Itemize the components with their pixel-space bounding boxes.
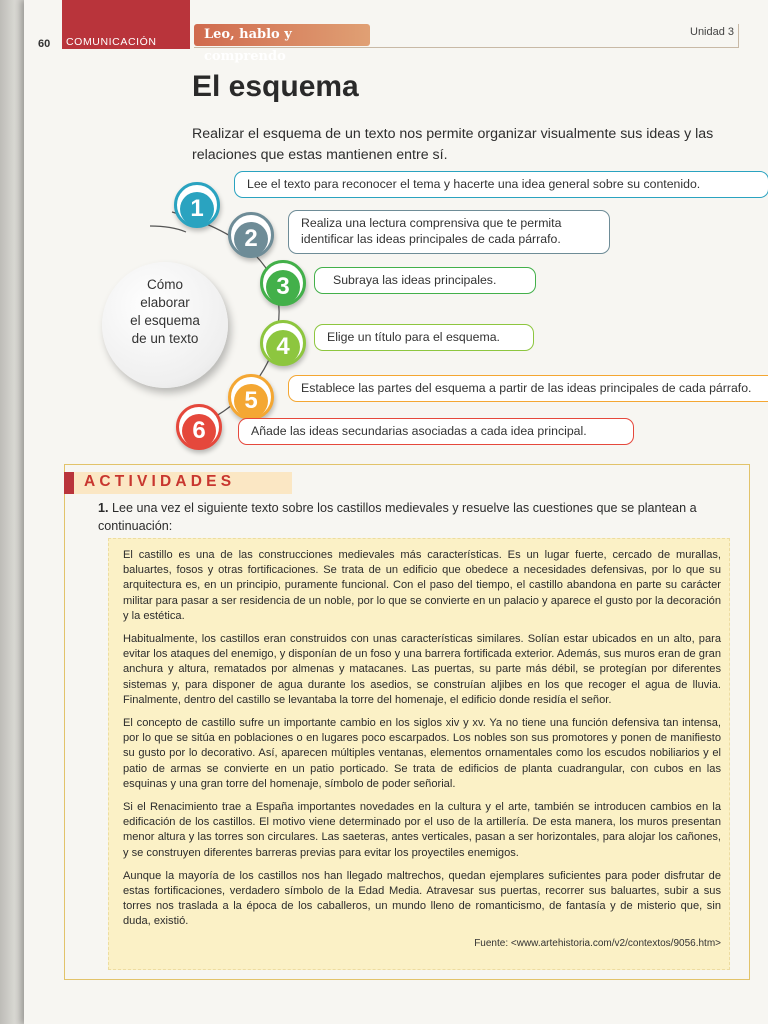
step-box-1	[234, 171, 768, 198]
center-line: el esquema	[130, 313, 200, 328]
center-label	[102, 276, 228, 348]
step-number-1	[174, 182, 220, 228]
step-number-label: 6	[182, 414, 216, 448]
step-number-2	[228, 212, 274, 258]
step-text: Elige un título para el esquema.	[327, 330, 500, 344]
question-number: 1.	[98, 501, 109, 515]
question-text: Lee una vez el siguiente texto sobre los castillos medievales y resuelve las cuestiones que se plantean a continuación:	[98, 501, 697, 533]
center-line: de un texto	[131, 331, 199, 346]
source-citation: Fuente: <www.artehistoria.com/v2/contextos/9056.htm>	[474, 937, 721, 949]
step-box-4	[314, 324, 534, 351]
question-1	[98, 500, 738, 535]
section-label: COMUNICACIÓN	[66, 36, 157, 48]
step-number-5	[228, 374, 274, 420]
step-number-label: 4	[266, 330, 300, 364]
step-number-4	[260, 320, 306, 366]
passage-paragraph: Aunque la mayoría de los castillos nos han llegado maltrechos, quedan ejemplares suficientes para poder disfrutar de estas fortificaciones, verdadero símbolo de la Edad Media. Atravesar sus puertas, recorrer sus baluartes, subir a sus torres nos traslada a la época de los caballeros, un mundo lleno de romanticismo, de fantasía y de misterio que, sin duda, existió.	[123, 869, 721, 928]
passage-paragraph: Habitualmente, los castillos eran construidos con unas características similares. Solían estar ubicados en un alto, para evitar los ataques del enemigo, y disponían de un foso y una barrera fortificada exterior. Además, sus muros eran de gran anchura y altura, rematados por almenas y matacanes. Las puertas, su parte más débil, se protegían por diferentes sistemas y, para disponer de agua durante los asedios, se construían aljibes en los que recoger el agua de lluvia. Finalmente, dentro del castillo se levantaba la torre del homenaje, el edificio donde residía el señor.	[123, 633, 721, 706]
reading-passage	[108, 538, 730, 970]
page-title: El esquema	[192, 70, 359, 103]
step-text: Añade las ideas secundarias asociadas a cada idea principal.	[251, 424, 587, 438]
passage-paragraph: El concepto de castillo sufre un importante cambio en los siglos xiv y xv. Ya no tiene una función defensiva tan intensa, por lo que se sitúa en poblaciones o en lugares poco escarpados. Los nobles son sus promotores y ponen de manifiesto su gusto por lo decorativo. Así, aparecen múltiples ventanas, elementos ornamentales como los escudos nobiliarios y el patio de armas se convierte en un patio porticado. Se trata de edificios de planta cuadrangular, con cubos en las esquinas y una gran torre del homenaje, símbolo de poder señorial.	[123, 717, 721, 790]
center-line: Cómo	[146, 277, 183, 292]
step-number-label: 5	[234, 384, 268, 418]
subsection-tab: Leo, hablo y comprendo	[194, 24, 370, 46]
header-divider-vertical	[738, 24, 739, 48]
textbook-page	[24, 0, 768, 1024]
activities-title: ACTIVIDADES	[84, 473, 236, 490]
passage-paragraph: El castillo es una de las construcciones medievales más características. Es un lugar fuerte, cercado de murallas, baluartes, fosos y otras fortificaciones. Se trata de un edificio que obedece a necesidades defensivas, por lo que su arquitectura es, en un principio, puramente funcional. Con el paso del tiempo, el castillo abandona en parte su carácter militar para pasar a ser residencia de un noble, por lo que se convierte en un palacio y aparece el gusto por la decoración y la estética.	[123, 549, 721, 622]
book-spine	[0, 0, 24, 1024]
page-number: 60	[38, 38, 51, 50]
unit-label: Unidad 3	[690, 26, 735, 38]
step-text: Subraya las ideas principales.	[333, 273, 497, 287]
step-box-6	[238, 418, 634, 445]
step-box-3	[314, 267, 536, 294]
step-number-label: 1	[180, 192, 214, 226]
step-number-label: 2	[234, 222, 268, 256]
steps-diagram	[102, 176, 768, 456]
step-box-2	[288, 210, 610, 254]
step-number-3	[260, 260, 306, 306]
passage-paragraph: Si el Renacimiento trae a España importantes novedades en la cultura y el arte, también se introducen cambios en la edificación de los castillos. El motivo viene determinado por el uso de la artillería. De esta manera, los muros presentan menor altura y las torres son circulares. Las saeteras, antes verticales, pasan a ser horizontales, para alojar los cañones, y se construyen diferentes barreras previas para evitar los proyectiles enemigos.	[123, 801, 721, 859]
step-number-label: 3	[266, 270, 300, 304]
center-line: elaborar	[140, 295, 190, 310]
header-divider	[194, 47, 739, 48]
step-text: Lee el texto para reconocer el tema y hacerte una idea general sobre su contenido.	[247, 177, 701, 191]
step-text: Realiza una lectura comprensiva que te permita identificar las ideas principales de cada párrafo.	[301, 216, 562, 246]
step-number-6	[176, 404, 222, 450]
step-box-5	[288, 375, 768, 402]
step-text: Establece las partes del esquema a partir de las ideas principales de cada párrafo.	[301, 381, 752, 395]
intro-paragraph: Realizar el esquema de un texto nos permite organizar visualmente sus ideas y las relaciones que estas mantienen entre sí.	[192, 126, 714, 163]
